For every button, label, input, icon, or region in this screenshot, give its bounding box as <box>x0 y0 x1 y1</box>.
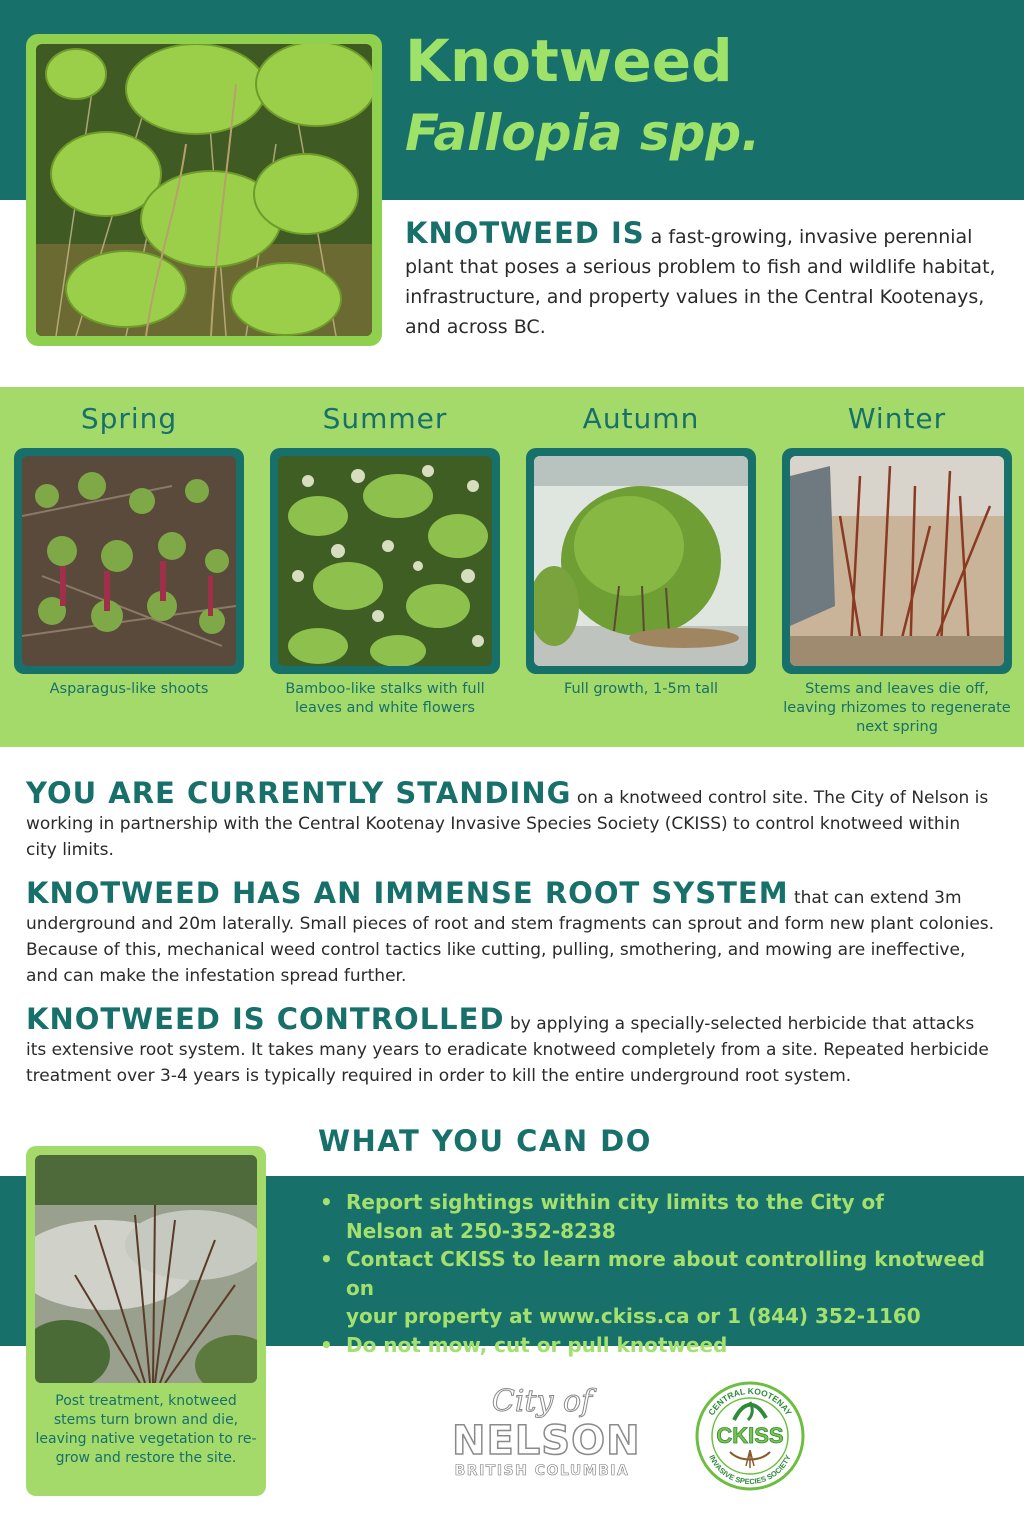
section-controlled <box>26 1002 996 1089</box>
hero-photo-frame <box>26 34 382 346</box>
season-title: Winter <box>847 402 947 435</box>
ckiss-logo-arc-top: CENTRAL KOOTENAY <box>706 1385 794 1418</box>
spring-shoots-photo <box>22 456 236 666</box>
action-item-contact: • Contact CKISS to learn more about controlling knotweed on your property at www.ckiss.ca or 1 (844) 352-1160 <box>318 1245 1008 1331</box>
page-title: Knotweed <box>405 27 733 95</box>
ckiss-logo <box>694 1380 806 1492</box>
section-lead: YOU ARE CURRENTLY STANDING <box>26 776 572 810</box>
season-title: Summer <box>322 402 448 435</box>
season-title: Autumn <box>582 402 700 435</box>
intro-paragraph <box>405 218 997 342</box>
post-treatment-card <box>26 1146 266 1496</box>
nelson-logo-city: City of <box>491 1384 593 1419</box>
intro-text: a fast-growing, invasive perennial plant that poses a serious problem to fish and wildlife habitat, infrastructure, and property values in the Central Kootenays, and across BC. <box>405 226 996 338</box>
season-photo-frame <box>526 448 756 674</box>
ckiss-logo-text: CKISS <box>716 1423 784 1448</box>
nelson-logo-name: NELSON <box>452 1418 641 1464</box>
season-caption: Full growth, 1-5m tall <box>563 681 719 697</box>
post-treatment-caption: Post treatment, knotweed stems turn brown and die, leaving native vegetation to re-grow and restore the site. <box>35 1393 257 1466</box>
section-text: on a knotweed control site. The City of Nelson is working in partnership with the Central Kootenay Invasive Species Society (CKISS) to control knotweed within city limits. <box>26 788 989 860</box>
nelson-logo-province: BRITISH COLUMBIA <box>454 1463 630 1479</box>
ckiss-logo-arc-bottom: INVASIVE SPECIES SOCIETY <box>707 1453 793 1487</box>
season-title: Spring <box>80 402 178 435</box>
season-caption: Asparagus-like shoots <box>49 681 209 697</box>
section-lead: KNOTWEED HAS AN IMMENSE ROOT SYSTEM <box>26 876 789 910</box>
what-you-can-do-title: WHAT YOU CAN DO <box>318 1124 652 1158</box>
action-list <box>318 1188 1008 1359</box>
intro-lead: KNOTWEED IS <box>405 216 645 250</box>
seasons-band <box>0 387 1024 747</box>
section-text: that can extend 3m underground and 20m laterally. Small pieces of root and stem fragments can sprout and form new plant colonies. Because of this, mechanical weed control tactics like cutting, pulling, smothering, and mowing are ineffective, and can make the infestation spread further. <box>26 888 995 986</box>
section-text: by applying a specially-selected herbicide that attacks its extensive root system. It takes many years to eradicate knotweed completely from a site. Repeated herbicide treatment over 3-4 years is typically required in order to kill the entire underground root system. <box>26 1014 989 1086</box>
scientific-name: Fallopia spp. <box>405 104 761 162</box>
city-of-nelson-logo <box>452 1384 641 1479</box>
knotweed-leaves-photo <box>36 44 372 336</box>
summer-stalks-photo <box>278 456 492 666</box>
post-treatment-photo <box>35 1155 257 1383</box>
action-item-do-not-mow: • Do not mow, cut or pull knotweed <box>318 1331 1008 1360</box>
action-item-report: • Report sightings within city limits to the City of Nelson at 250-352-8238 <box>318 1188 1008 1245</box>
season-caption: Stems and leaves die off, leaving rhizomes to regenerate next spring <box>783 681 1011 735</box>
season-caption: Bamboo-like stalks with full leaves and white flowers <box>285 681 485 716</box>
winter-dieback-photo <box>790 456 1004 666</box>
season-photo-frame <box>14 448 244 674</box>
autumn-growth-photo <box>534 456 748 666</box>
section-lead: KNOTWEED IS CONTROLLED <box>26 1002 505 1036</box>
season-photo-frame <box>270 448 500 674</box>
season-photo-frame <box>782 448 1012 674</box>
section-root-system <box>26 876 996 989</box>
section-control-site <box>26 776 996 863</box>
